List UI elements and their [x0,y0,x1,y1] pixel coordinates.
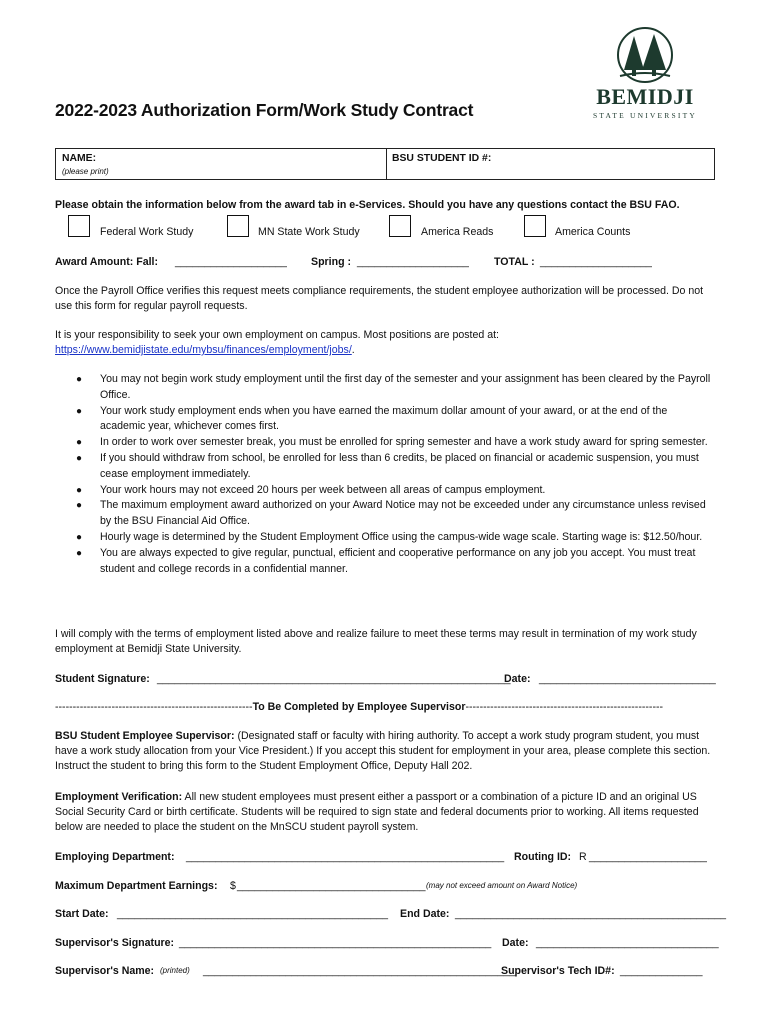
list-item [55,451,715,483]
form-title: 2022-2023 Authorization Form/Work Study Contract [55,100,474,120]
supervisor-tech-id-field[interactable]: ______________ [620,965,703,977]
award-spring-field[interactable]: ___________________ [357,256,469,268]
america-counts-label: America Counts [555,226,631,238]
name-hint: (please print) [62,167,109,176]
end-date-label: End Date: [400,908,450,920]
start-date-label: Start Date: [55,908,109,920]
student-date-field[interactable]: ______________________________ [539,673,716,685]
list-item-text: If you should withdraw from school, be enrolled for less than 6 credits, be placed on financial or academic suspension, you must cease employment immediately. [100,451,699,480]
student-signature-field[interactable]: ____________________________________________________________ [157,673,511,685]
supervisor-text: (Designated staff or faculty with hiring authority. To accept a work study program student, you must have a work study allocation from your Vice President.) If you accept this student for employment in your area, please complete this section. Instruct the student to bring this form to the Student Employment Office, Deputy Hall 202. [55,730,711,772]
jobs-link-suffix: . [351,344,355,356]
comply-paragraph: I will comply with the terms of employment listed above and realize failure to meet these terms may result in termination of my work study employment at Bemidji State University. [55,628,697,655]
student-signature-label: Student Signature: [55,673,150,685]
bullet-icon: ● [76,437,83,449]
list-item-text: Your work hours may not exceed 20 hours per week between all areas of campus employment. [100,483,546,496]
verification-heading: Employment Verification: [55,791,183,803]
list-item [55,483,715,499]
start-date-field[interactable]: ______________________________________________ [117,908,389,920]
supervisor-signature-label: Supervisor's Signature: [55,937,175,949]
student-date-label: Date: [504,673,531,685]
routing-id-label: Routing ID: [514,851,572,863]
award-fall-label: Award Amount: Fall: [55,256,158,268]
name-label: NAME: [62,153,97,164]
list-item [55,546,715,578]
max-earnings-label: Maximum Department Earnings: [55,880,218,892]
award-fall-field[interactable]: ___________________ [175,256,287,268]
award-total-field[interactable]: ___________________ [540,256,652,268]
max-earnings-note: (may not exceed amount on Award Notice) [426,881,578,890]
separator-dashes-left: -------------------------------------------------------- [55,701,253,713]
routing-id-prefix: R [579,851,587,863]
award-spring-label: Spring : [311,256,352,268]
box-divider [386,149,387,179]
bullet-icon: ● [76,484,83,496]
logo-subtitle: STATE UNIVERSITY [593,111,697,120]
list-item [55,530,715,546]
supervisor-date-label: Date: [502,937,529,949]
separator-heading: To Be Completed by Employee Supervisor [252,701,466,713]
america-reads-label: America Reads [421,226,494,238]
supervisor-paragraph [55,729,717,774]
supervisor-name-field[interactable]: _____________________________________________________ [203,965,516,977]
rules-list [55,372,715,577]
employing-department-field[interactable]: ______________________________________________________ [186,851,505,863]
student-id-label: BSU STUDENT ID #: [392,153,492,164]
supervisor-heading: BSU Student Employee Supervisor: [55,730,235,742]
name-id-box [55,148,715,180]
pine-trees-icon [610,26,680,84]
supervisor-tech-id-label: Supervisor's Tech ID#: [501,965,615,977]
supervisor-name-label: Supervisor's Name: [55,965,155,977]
award-total-label: TOTAL : [494,256,535,268]
routing-id-field[interactable]: ____________________ [589,851,707,863]
supervisor-date-field[interactable]: _______________________________ [536,937,719,949]
university-logo [580,26,710,126]
list-item-text: Hourly wage is determined by the Student Employment Office using the campus-wide wage scale. Starting wage is: $12.50/hour. [100,530,703,543]
employing-department-label: Employing Department: [55,851,175,863]
america-reads-checkbox[interactable] [389,215,411,237]
responsibility-paragraph [55,328,717,358]
separator-dashes-right: -------------------------------------------------------- [465,701,664,713]
bullet-icon: ● [76,547,83,559]
payroll-paragraph: Once the Payroll Office verifies this request meets compliance requirements, the student employee authorization will be processed. Do not use this form for regular payroll requests. [55,285,704,312]
bullet-icon: ● [76,374,83,385]
federal-work-study-checkbox[interactable] [68,215,90,237]
federal-work-study-label: Federal Work Study [100,226,194,238]
max-earnings-prefix: $ [230,880,236,892]
jobs-link[interactable]: https://www.bemidjistate.edu/mybsu/finances/employment/jobs/ [55,344,352,356]
list-item [55,435,715,451]
responsibility-text: It is your responsibility to seek your own employment on campus. Most positions are posted at: [55,329,499,341]
supervisor-signature-field[interactable]: _____________________________________________________ [179,937,492,949]
list-item [55,498,715,530]
bullet-icon: ● [76,405,83,417]
logo-wordmark: BEMIDJI [596,84,694,109]
verification-paragraph [55,790,717,835]
america-counts-checkbox[interactable] [524,215,546,237]
list-item [55,404,715,436]
end-date-field[interactable]: ______________________________________________ [455,908,727,920]
list-item [55,372,715,404]
instructions: Please obtain the information below from the award tab in e-Services. Should you have any questions contact the BSU FAO. [55,199,680,211]
mn-state-work-study-label: MN State Work Study [258,226,360,238]
list-item-text: In order to work over semester break, you must be enrolled for spring semester and have a work study award for spring semester. [100,436,708,449]
list-item-text: The maximum employment award authorized on your Award Notice may not be exceeded under any circumstance unless revised by the BSU Financial Aid Office. [100,499,706,528]
verification-text: All new student employees must present either a passport or a combination of a picture ID and an original US Social Security Card or birth certificate. Students will be required to sign state and federal documents prior to working. All items requested below are needed to place the student on the MnSCU student payroll system. [55,791,699,833]
bullet-icon: ● [76,531,83,543]
bullet-icon: ● [76,500,83,512]
mn-state-work-study-checkbox[interactable] [227,215,249,237]
supervisor-separator [55,701,717,713]
list-item-text: You may not begin work study employment until the first day of the semester and your assignment has been cleared by the Payroll Office. [100,373,711,401]
list-item-text: You are always expected to give regular, punctual, efficient and cooperative performance on any job you accept. You must treat student and college records in a confidential manner. [100,546,696,575]
list-item-text: Your work study employment ends when you have earned the maximum dollar amount of your award, or at the end of the academic year, whichever comes first. [100,404,668,433]
supervisor-name-note: (printed) [160,966,190,975]
bullet-icon: ● [76,452,83,464]
max-earnings-field[interactable]: ________________________________ [237,880,426,892]
